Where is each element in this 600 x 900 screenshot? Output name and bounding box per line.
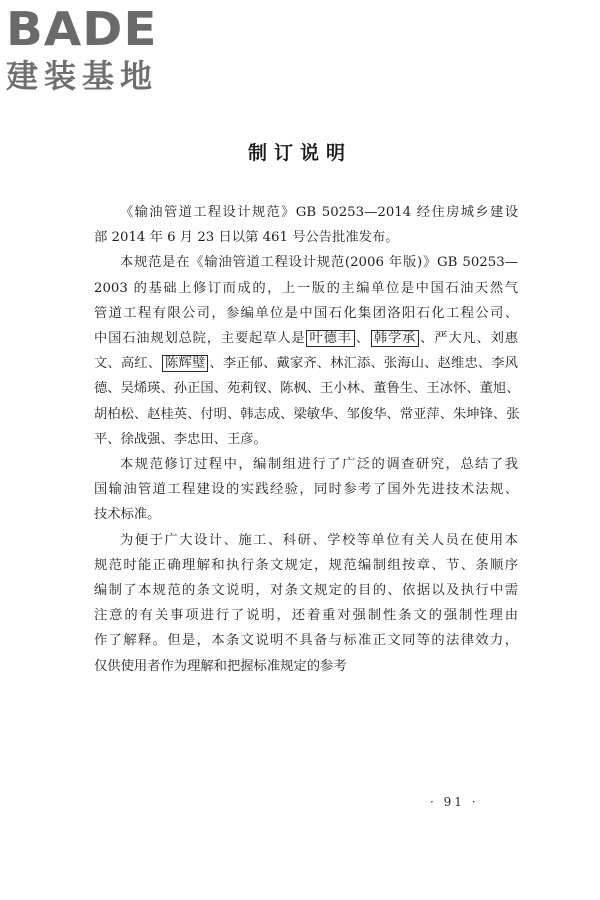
text-line: 技术标准。 [94, 507, 161, 523]
bade-logo [6, 4, 176, 96]
paragraph-explanation [94, 528, 518, 679]
document-body [94, 200, 518, 679]
text-line: 管道工程有限公司，参编单位是中国石化集团洛阳石化工程公司、 [94, 305, 518, 321]
text-line: 平、徐战强、李忠田、王彦。 [94, 431, 267, 447]
boxed-name: 叶德丰 [306, 330, 354, 347]
text-line: 规范时能正确理解和执行条文规定，规范编制组按章、节、条顺序 [94, 557, 518, 573]
paragraph-approval [94, 200, 518, 250]
text-line: 胡柏松、赵桂英、付明、韩志成、梁敏华、邹俊华、常亚萍、朱坤锋、张 [94, 406, 520, 422]
text-segment: 、严大凡、刘惠 [420, 331, 519, 347]
text-segment: 、李正郁、戴家齐、林汇添、张海山、赵维忠、李风 [209, 356, 519, 372]
text-line: 为便于广大设计、施工、科研、学校等单位有关人员在使用本 [120, 532, 518, 548]
text-line-drafters [94, 351, 518, 376]
text-line: 德、吴烯瑛、孙正国、苑莉钗、陈枫、王小林、董鲁生、王冰怀、董旭、 [94, 381, 520, 397]
paragraph-research [94, 452, 518, 528]
text-line: 国输油管道工程建设的实践经验，同时参考了国外先进技术法规、 [94, 482, 518, 498]
text-segment: 中国石油规划总院，主要起草人是 [94, 331, 306, 347]
logo-chinese-text: 建装基地 [6, 57, 159, 95]
text-line: 2003 的基础上修订而成的，上一版的主编单位是中国石油天然气 [94, 280, 518, 296]
logo-latin-text: BADE [6, 2, 158, 56]
text-segment: 、 [355, 331, 370, 347]
text-line: 编制了本规范的条文说明，对条文规定的目的、依据以及执行中需 [94, 583, 518, 599]
text-line: 仅供使用者作为理解和把握标准规定的参考 [94, 658, 347, 674]
text-segment: 文、高红、 [94, 356, 162, 372]
page-number: · 91 · [430, 795, 479, 809]
text-line: 本规范是在《输油管道工程设计规范(2006 年版)》GB 50253— [120, 255, 518, 271]
paragraph-revision-history [94, 250, 518, 452]
boxed-name: 韩学承 [371, 330, 419, 347]
boxed-name: 陈辉璧 [162, 355, 208, 372]
text-line: 《输油管道工程设计规范》GB 50253—2014 经住房城乡建设 [120, 205, 518, 220]
text-line: 作了解释。但是，本条文说明不具备与标准正文同等的法律效力， [94, 633, 518, 649]
text-line: 本规范修订过程中，编制组进行了广泛的调查研究，总结了我 [120, 457, 518, 473]
text-line: 注意的有关事项进行了说明，还着重对强制性条文的强制性理由 [94, 608, 518, 624]
page-title: 制订说明 [247, 142, 352, 164]
text-line-drafters [94, 326, 518, 351]
text-line: 部 2014 年 6 月 23 日以第 461 号公告批准发布。 [94, 230, 399, 246]
